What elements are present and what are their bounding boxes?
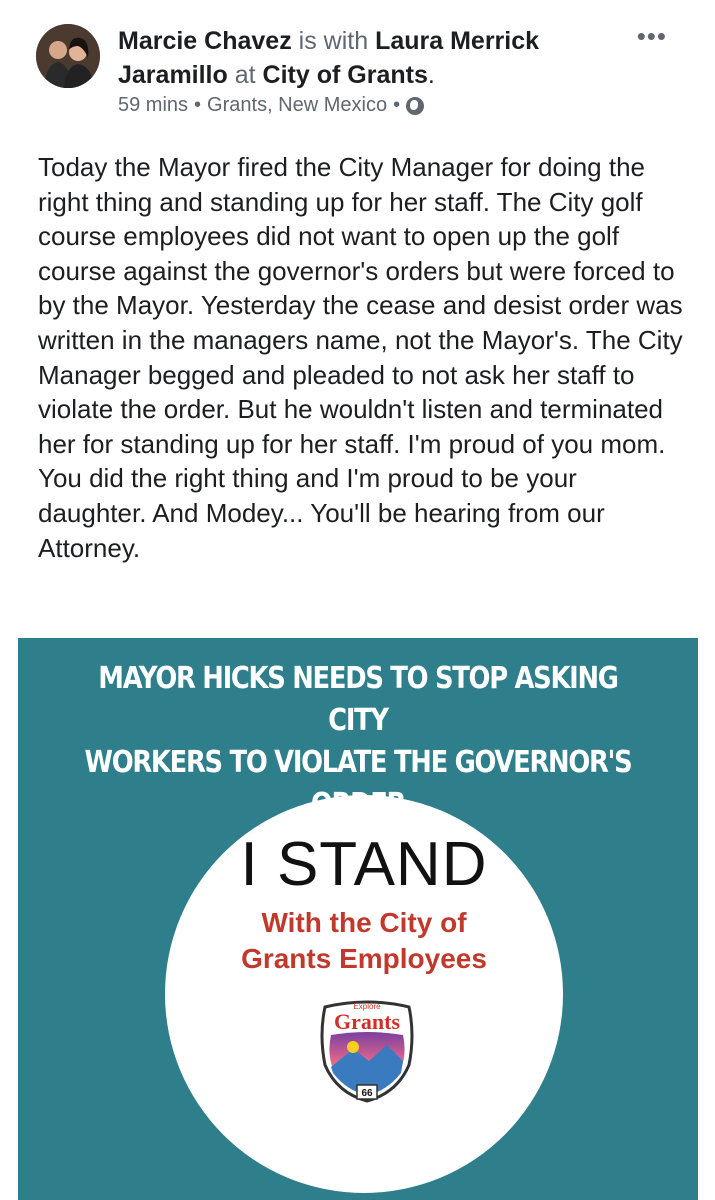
svg-text:Grants: Grants (334, 1009, 400, 1034)
place-link[interactable]: City of Grants (262, 61, 428, 89)
headline-line-2: WORKERS TO VIOLATE THE GOVERNOR'S (84, 745, 632, 780)
author-avatar[interactable] (36, 24, 100, 88)
title-period: . (427, 61, 435, 89)
post-meta (118, 94, 424, 117)
stand-subheading-line-1: With the City of (261, 907, 467, 938)
at-label: at (234, 61, 256, 89)
stand-circle (165, 795, 563, 1193)
post-header (0, 0, 715, 130)
globe-icon[interactable] (406, 97, 424, 115)
stand-subheading (165, 905, 563, 977)
post-time[interactable]: 59 mins (118, 94, 189, 116)
svg-text:Explore: Explore (353, 1002, 381, 1011)
post-body-text: Today the Mayor fired the City Manager for doing the right thing and standing up for her staff. The City golf course employees did not want to open up the golf course against the governor's orders but were forced to by the Mayor. Yesterday the cease and desist order was written in the managers name, not the Mayor's. The City Manager begged and pleaded to not ask her staff to violate the order. But he wouldn't listen and terminated her for standing up for her staff. I'm proud of you mom. You did the right thing and I'm proud to be your daughter. And Modey... You'll be hearing from our Attorney. (38, 152, 683, 563)
post-title (118, 24, 638, 92)
meta-separator: • (194, 94, 202, 116)
headline-line-1: MAYOR HICKS NEEDS TO STOP ASKING CITY (98, 661, 618, 738)
stand-subheading-line-2: Grants Employees (241, 943, 487, 974)
more-options-icon[interactable]: ••• (636, 21, 667, 51)
stand-heading: I STAND (240, 830, 488, 899)
svg-text:66: 66 (361, 1088, 373, 1099)
post-image[interactable] (18, 638, 698, 1200)
avatar-photo-icon (36, 24, 100, 88)
post-location[interactable]: Grants, New Mexico (207, 94, 388, 116)
explore-grants-logo (317, 995, 417, 1105)
author-name-link[interactable]: Marcie Chavez (118, 27, 292, 55)
meta-separator-2: • (393, 94, 401, 116)
with-label: is with (298, 27, 369, 55)
tagged-person-link[interactable]: Laura Merrick Jaramillo (118, 27, 540, 89)
